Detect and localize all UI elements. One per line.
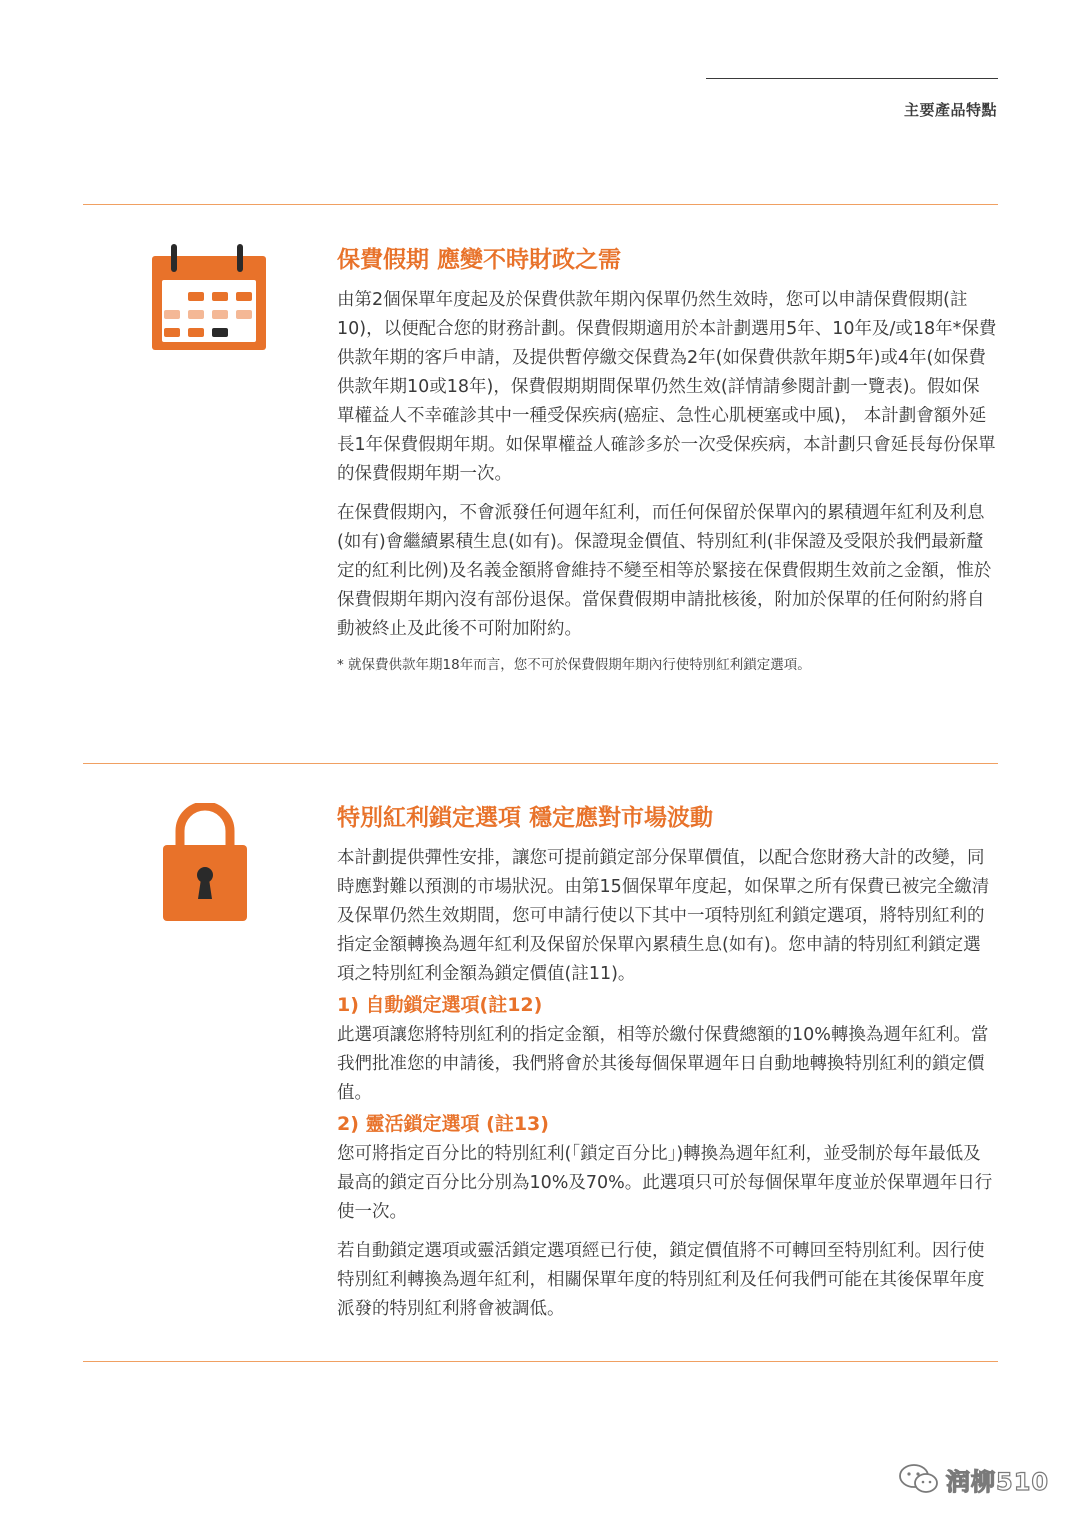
calendar-icon bbox=[150, 244, 268, 358]
option-text: 此選項讓您將特別紅利的指定金額，相等於繳付保費總額的10%轉換為週年紅利。當我們批准您的申請後，我們將會於其後每個保單週年日自動地轉換特別紅利的鎖定價值。 bbox=[337, 1025, 989, 1103]
paragraph: 本計劃提供彈性安排，讓您可提前鎖定部分保單價值，以配合您財務大計的改變，同時應對難以預測的市場狀況。由第15個保單年度起，如保單之所有保費已被完全繳清及保單仍然生效期間，您可申請行使以下其中一項特別紅利鎖定選項，將特別紅利的指定金額轉換為週年紅利及保留於保單內累積生息(如有)。您申請的特別紅利鎖定選項之特別紅利金額為鎖定價值(註11)。 bbox=[337, 848, 990, 984]
watermark bbox=[898, 1462, 1049, 1496]
section-divider-top bbox=[83, 204, 998, 205]
paragraph: 由第2個保單年度起及於保費供款年期內保單仍然生效時，您可以申請保費假期(註10)，以便配合您的財務計劃。保費假期適用於本計劃選用5年、10年及/或18年*保費供款年期的客戶申請，及提供暫停繳交保費為2年(如保費供款年期5年)或4年(如保費供款年期10或18年)，保費假期期間保單仍然生效(詳情請參閱計劃一覽表)。假如保單權益人不幸確診其中一種受保疾病(癌症、急性心肌梗塞或中風)， 本計劃會額外延長1年保費假期年期。如保單權益人確診多於一次受保疾病，本計劃只會延長每份保單的保費假期年期一次。 bbox=[337, 290, 997, 484]
section-divider-bottom bbox=[83, 1361, 998, 1362]
paragraph: 若自動鎖定選項或靈活鎖定選項經已行使，鎖定價值將不可轉回至特別紅利。因行使特別紅利轉換為週年紅利，相關保單年度的特別紅利及任何我們可能在其後保單年度派發的特別紅利將會被調低。 bbox=[337, 1241, 985, 1319]
wechat-icon bbox=[898, 1462, 940, 1496]
section-divider-middle bbox=[83, 763, 998, 764]
paragraph: 在保費假期內，不會派發任何週年紅利，而任何保留於保單內的累積週年紅利及利息(如有)會繼續累積生息(如有)。保證現金價值、特別紅利(非保證及受限於我們最新釐定的紅利比例)及名義金額將會維持不變至相等於緊接在保費假期生效前之金額，惟於保費假期年期內沒有部份退保。當保費假期申請批核後，附加於保單的任何附約將自動被終止及此後不可附加附約。 bbox=[337, 503, 992, 639]
watermark-text: 润柳510 bbox=[946, 1467, 1050, 1496]
section-premium-holiday bbox=[337, 244, 997, 676]
section-title: 保費假期 應變不時財政之需 bbox=[337, 247, 622, 273]
option-title: 2) 靈活鎖定選項 (註13) bbox=[337, 1113, 549, 1135]
section-bonus-lock bbox=[337, 802, 997, 1334]
header-rule bbox=[706, 78, 998, 79]
option-text: 您可將指定百分比的特別紅利(「鎖定百分比」)轉換為週年紅利，並受制於每年最低及最高的鎖定百分比分別為10%及70%。此選項只可於每個保單年度並於保單週年日行使一次。 bbox=[337, 1144, 993, 1222]
footnote: * 就保費供款年期18年而言，您不可於保費假期年期內行使特別紅利鎖定選項。 bbox=[337, 657, 811, 673]
header-label: 主要產品特點 bbox=[903, 101, 997, 119]
padlock-icon bbox=[162, 803, 248, 925]
option-title: 1) 自動鎖定選項(註12) bbox=[337, 994, 543, 1016]
section-title: 特別紅利鎖定選項 穩定應對市場波動 bbox=[337, 805, 714, 831]
